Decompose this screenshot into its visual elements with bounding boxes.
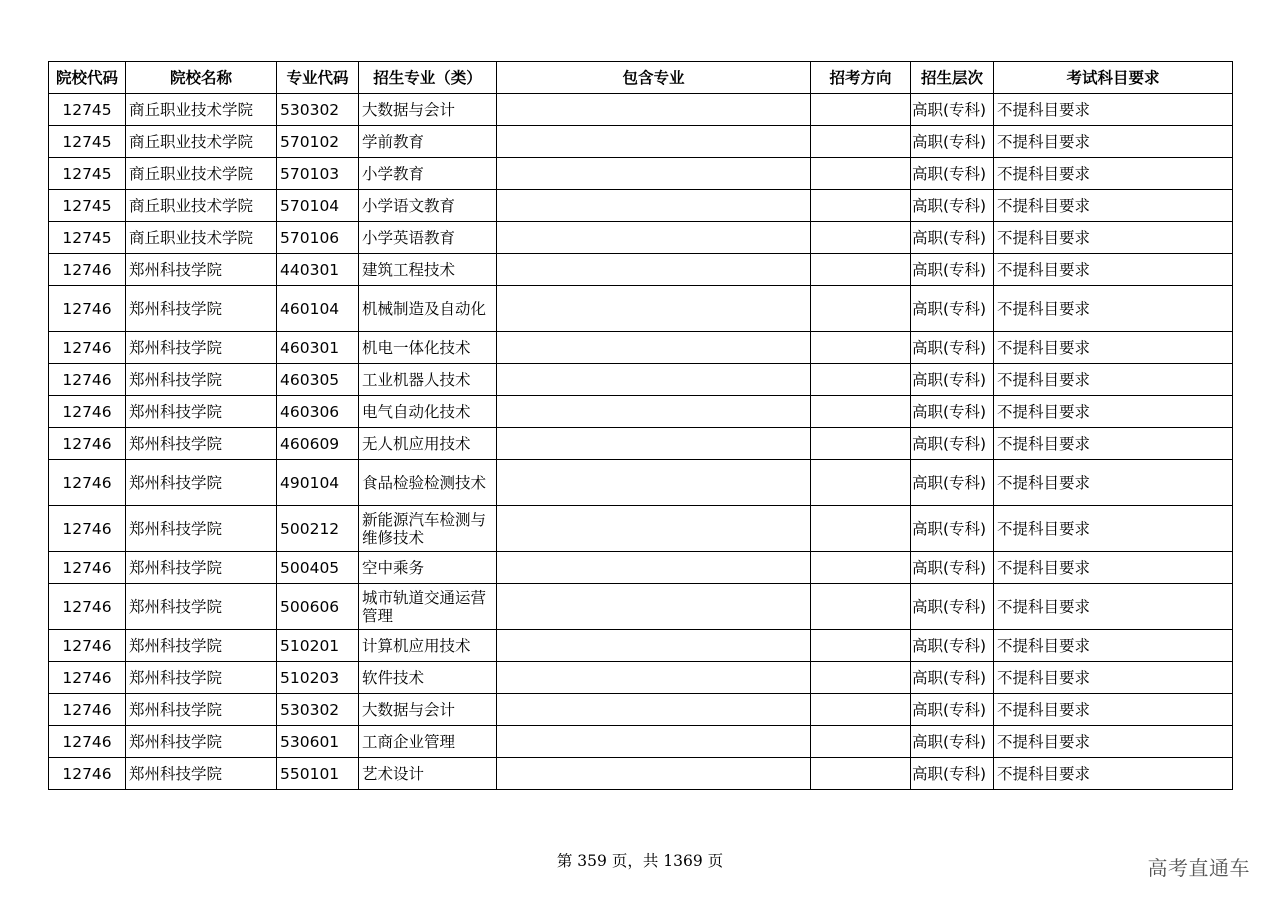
- table-row: [49, 222, 1233, 254]
- cell-school-name: 郑州科技学院: [126, 428, 277, 460]
- cell-included-majors: [497, 428, 811, 460]
- cell-included-majors: [497, 190, 811, 222]
- cell-school-name: 郑州科技学院: [126, 552, 277, 584]
- cell-level: 高职(专科): [911, 94, 994, 126]
- cell-major: 无人机应用技术: [359, 428, 497, 460]
- cell-direction: [811, 158, 911, 190]
- cell-major-code: 530302: [277, 94, 359, 126]
- cell-requirement: 不提科目要求: [994, 662, 1233, 694]
- table-header-row: [49, 62, 1233, 94]
- cell-school-name: 郑州科技学院: [126, 396, 277, 428]
- cell-included-majors: [497, 584, 811, 630]
- cell-school-name: 郑州科技学院: [126, 460, 277, 506]
- cell-requirement: 不提科目要求: [994, 694, 1233, 726]
- cell-direction: [811, 552, 911, 584]
- table-row: [49, 460, 1233, 506]
- table-body: [49, 94, 1233, 790]
- cell-level: 高职(专科): [911, 222, 994, 254]
- cell-major: 食品检验检测技术: [359, 460, 497, 506]
- header-major-code: 专业代码: [277, 62, 359, 94]
- cell-school-code: 12746: [49, 584, 126, 630]
- cell-included-majors: [497, 222, 811, 254]
- cell-requirement: 不提科目要求: [994, 758, 1233, 790]
- cell-major: 工业机器人技术: [359, 364, 497, 396]
- header-direction: 招考方向: [811, 62, 911, 94]
- cell-major-code: 460609: [277, 428, 359, 460]
- cell-level: 高职(专科): [911, 286, 994, 332]
- cell-requirement: 不提科目要求: [994, 158, 1233, 190]
- cell-major: 工商企业管理: [359, 726, 497, 758]
- cell-major-code: 570103: [277, 158, 359, 190]
- cell-school-code: 12746: [49, 694, 126, 726]
- cell-level: 高职(专科): [911, 428, 994, 460]
- cell-included-majors: [497, 506, 811, 552]
- cell-level: 高职(专科): [911, 332, 994, 364]
- table-row: [49, 758, 1233, 790]
- cell-included-majors: [497, 94, 811, 126]
- table-row: [49, 428, 1233, 460]
- cell-level: 高职(专科): [911, 460, 994, 506]
- cell-direction: [811, 126, 911, 158]
- cell-major-code: 460306: [277, 396, 359, 428]
- cell-school-name: 商丘职业技术学院: [126, 190, 277, 222]
- cell-level: 高职(专科): [911, 630, 994, 662]
- table-row: [49, 396, 1233, 428]
- table-row: [49, 286, 1233, 332]
- cell-school-code: 12745: [49, 222, 126, 254]
- cell-included-majors: [497, 364, 811, 396]
- table-row: [49, 630, 1233, 662]
- cell-major: 空中乘务: [359, 552, 497, 584]
- cell-direction: [811, 758, 911, 790]
- cell-school-name: 郑州科技学院: [126, 662, 277, 694]
- cell-direction: [811, 584, 911, 630]
- cell-school-name: 商丘职业技术学院: [126, 222, 277, 254]
- cell-direction: [811, 254, 911, 286]
- cell-school-code: 12746: [49, 758, 126, 790]
- cell-major: 新能源汽车检测与维修技术: [359, 506, 497, 552]
- cell-requirement: 不提科目要求: [994, 460, 1233, 506]
- cell-school-code: 12745: [49, 158, 126, 190]
- cell-major: 机械制造及自动化: [359, 286, 497, 332]
- page-number: 第 359 页，共 1369 页: [556, 852, 724, 870]
- header-school-name: 院校名称: [126, 62, 277, 94]
- cell-requirement: 不提科目要求: [994, 332, 1233, 364]
- table-row: [49, 158, 1233, 190]
- cell-major-code: 570104: [277, 190, 359, 222]
- cell-school-name: 郑州科技学院: [126, 726, 277, 758]
- cell-major-code: 500606: [277, 584, 359, 630]
- cell-school-code: 12746: [49, 364, 126, 396]
- cell-included-majors: [497, 286, 811, 332]
- cell-level: 高职(专科): [911, 158, 994, 190]
- cell-school-name: 郑州科技学院: [126, 584, 277, 630]
- cell-requirement: 不提科目要求: [994, 254, 1233, 286]
- cell-included-majors: [497, 158, 811, 190]
- cell-level: 高职(专科): [911, 584, 994, 630]
- cell-direction: [811, 662, 911, 694]
- table-row: [49, 694, 1233, 726]
- cell-school-code: 12746: [49, 286, 126, 332]
- cell-major: 城市轨道交通运营管理: [359, 584, 497, 630]
- cell-school-code: 12746: [49, 428, 126, 460]
- header-requirement: 考试科目要求: [994, 62, 1233, 94]
- cell-school-code: 12746: [49, 332, 126, 364]
- cell-school-code: 12746: [49, 396, 126, 428]
- cell-school-name: 郑州科技学院: [126, 758, 277, 790]
- cell-direction: [811, 222, 911, 254]
- cell-major-code: 460104: [277, 286, 359, 332]
- cell-major-code: 500405: [277, 552, 359, 584]
- cell-included-majors: [497, 460, 811, 506]
- header-major: 招生专业（类）: [359, 62, 497, 94]
- cell-major-code: 500212: [277, 506, 359, 552]
- cell-level: 高职(专科): [911, 694, 994, 726]
- cell-direction: [811, 694, 911, 726]
- table-row: [49, 94, 1233, 126]
- cell-level: 高职(专科): [911, 126, 994, 158]
- cell-school-code: 12746: [49, 630, 126, 662]
- cell-requirement: 不提科目要求: [994, 726, 1233, 758]
- cell-major-code: 490104: [277, 460, 359, 506]
- table-row: [49, 332, 1233, 364]
- cell-level: 高职(专科): [911, 396, 994, 428]
- cell-level: 高职(专科): [911, 662, 994, 694]
- cell-school-name: 郑州科技学院: [126, 694, 277, 726]
- cell-school-code: 12746: [49, 506, 126, 552]
- cell-major-code: 570102: [277, 126, 359, 158]
- cell-direction: [811, 726, 911, 758]
- cell-major: 机电一体化技术: [359, 332, 497, 364]
- cell-major: 小学教育: [359, 158, 497, 190]
- table-row: [49, 552, 1233, 584]
- cell-direction: [811, 364, 911, 396]
- cell-included-majors: [497, 694, 811, 726]
- cell-major: 大数据与会计: [359, 694, 497, 726]
- cell-major-code: 510201: [277, 630, 359, 662]
- cell-school-name: 商丘职业技术学院: [126, 94, 277, 126]
- cell-direction: [811, 190, 911, 222]
- cell-major: 艺术设计: [359, 758, 497, 790]
- admissions-table: [48, 61, 1233, 790]
- table-row: [49, 662, 1233, 694]
- cell-major-code: 460301: [277, 332, 359, 364]
- cell-major-code: 530302: [277, 694, 359, 726]
- table-row: [49, 126, 1233, 158]
- cell-level: 高职(专科): [911, 190, 994, 222]
- cell-school-name: 商丘职业技术学院: [126, 126, 277, 158]
- cell-requirement: 不提科目要求: [994, 222, 1233, 254]
- table-row: [49, 506, 1233, 552]
- cell-school-code: 12746: [49, 552, 126, 584]
- table-row: [49, 254, 1233, 286]
- cell-major: 小学语文教育: [359, 190, 497, 222]
- cell-major: 软件技术: [359, 662, 497, 694]
- watermark: 高考直通车: [1147, 856, 1250, 880]
- cell-included-majors: [497, 552, 811, 584]
- cell-included-majors: [497, 396, 811, 428]
- cell-included-majors: [497, 758, 811, 790]
- cell-included-majors: [497, 662, 811, 694]
- cell-included-majors: [497, 254, 811, 286]
- cell-requirement: 不提科目要求: [994, 190, 1233, 222]
- cell-direction: [811, 460, 911, 506]
- header-school-code: 院校代码: [49, 62, 126, 94]
- table-row: [49, 584, 1233, 630]
- cell-level: 高职(专科): [911, 758, 994, 790]
- table-row: [49, 726, 1233, 758]
- cell-school-code: 12745: [49, 94, 126, 126]
- cell-major-code: 510203: [277, 662, 359, 694]
- cell-major: 建筑工程技术: [359, 254, 497, 286]
- cell-major: 计算机应用技术: [359, 630, 497, 662]
- cell-school-code: 12746: [49, 254, 126, 286]
- cell-school-name: 郑州科技学院: [126, 630, 277, 662]
- cell-direction: [811, 94, 911, 126]
- cell-school-name: 商丘职业技术学院: [126, 158, 277, 190]
- cell-school-name: 郑州科技学院: [126, 332, 277, 364]
- header-level: 招生层次: [911, 62, 994, 94]
- cell-direction: [811, 630, 911, 662]
- cell-school-code: 12745: [49, 190, 126, 222]
- cell-major-code: 460305: [277, 364, 359, 396]
- cell-major: 电气自动化技术: [359, 396, 497, 428]
- cell-direction: [811, 396, 911, 428]
- cell-major-code: 440301: [277, 254, 359, 286]
- cell-school-name: 郑州科技学院: [126, 364, 277, 396]
- cell-requirement: 不提科目要求: [994, 428, 1233, 460]
- cell-included-majors: [497, 630, 811, 662]
- cell-school-name: 郑州科技学院: [126, 506, 277, 552]
- cell-school-name: 郑州科技学院: [126, 254, 277, 286]
- cell-major: 小学英语教育: [359, 222, 497, 254]
- header-included-majors: 包含专业: [497, 62, 811, 94]
- cell-school-code: 12746: [49, 662, 126, 694]
- cell-major-code: 550101: [277, 758, 359, 790]
- cell-included-majors: [497, 332, 811, 364]
- cell-requirement: 不提科目要求: [994, 552, 1233, 584]
- cell-level: 高职(专科): [911, 726, 994, 758]
- cell-requirement: 不提科目要求: [994, 630, 1233, 662]
- cell-level: 高职(专科): [911, 364, 994, 396]
- cell-included-majors: [497, 726, 811, 758]
- cell-school-code: 12745: [49, 126, 126, 158]
- cell-direction: [811, 506, 911, 552]
- cell-included-majors: [497, 126, 811, 158]
- cell-requirement: 不提科目要求: [994, 126, 1233, 158]
- cell-major: 学前教育: [359, 126, 497, 158]
- cell-major-code: 570106: [277, 222, 359, 254]
- cell-requirement: 不提科目要求: [994, 506, 1233, 552]
- cell-level: 高职(专科): [911, 552, 994, 584]
- cell-requirement: 不提科目要求: [994, 94, 1233, 126]
- cell-direction: [811, 332, 911, 364]
- cell-major: 大数据与会计: [359, 94, 497, 126]
- cell-level: 高职(专科): [911, 254, 994, 286]
- cell-school-name: 郑州科技学院: [126, 286, 277, 332]
- cell-direction: [811, 286, 911, 332]
- cell-level: 高职(专科): [911, 506, 994, 552]
- table-row: [49, 364, 1233, 396]
- cell-requirement: 不提科目要求: [994, 364, 1233, 396]
- cell-direction: [811, 428, 911, 460]
- cell-major-code: 530601: [277, 726, 359, 758]
- cell-school-code: 12746: [49, 460, 126, 506]
- cell-school-code: 12746: [49, 726, 126, 758]
- table-row: [49, 190, 1233, 222]
- cell-requirement: 不提科目要求: [994, 396, 1233, 428]
- cell-requirement: 不提科目要求: [994, 584, 1233, 630]
- cell-requirement: 不提科目要求: [994, 286, 1233, 332]
